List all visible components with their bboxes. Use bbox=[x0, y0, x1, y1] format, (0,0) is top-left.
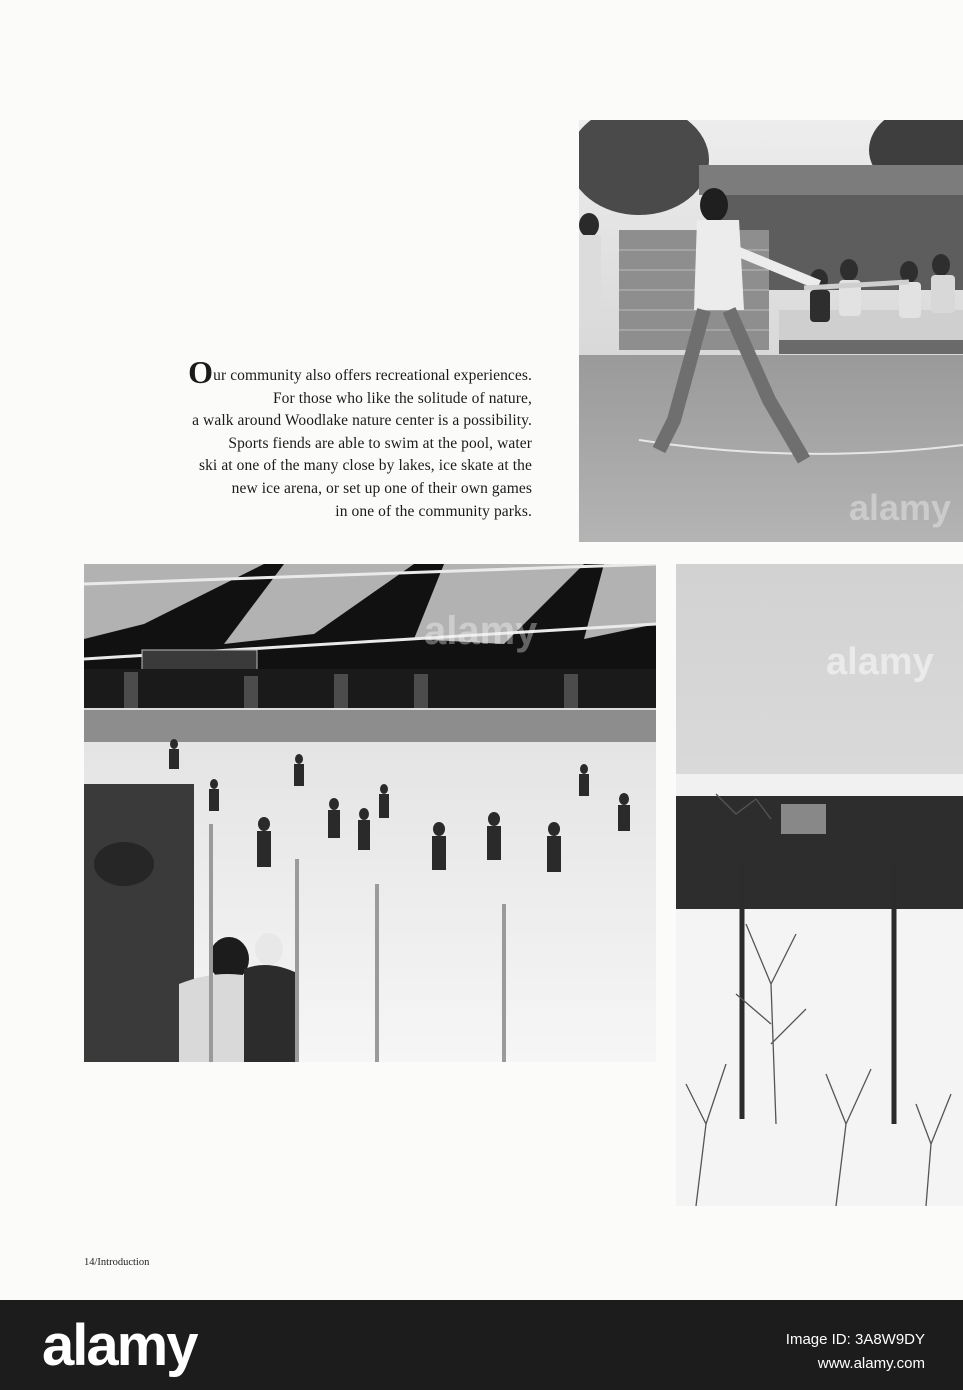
drop-cap: O bbox=[188, 354, 214, 390]
baseball-watermark: alamy bbox=[849, 487, 952, 528]
alamy-logo: alamy bbox=[42, 1313, 197, 1378]
footer-info bbox=[786, 1328, 925, 1376]
snow-watermark: alamy bbox=[826, 641, 934, 683]
site-url: www.alamy.com bbox=[817, 1355, 925, 1372]
ice-rink-photo bbox=[84, 564, 656, 1062]
image-id: Image ID: 3A8W9DY bbox=[785, 1331, 925, 1348]
intro-line-2: For those who like the solitude of nature, bbox=[272, 389, 532, 407]
snow-photo bbox=[676, 564, 963, 1206]
intro-line-6: new ice arena, or set up one of their own games bbox=[231, 479, 532, 497]
baseball-photo bbox=[579, 120, 963, 542]
intro-line-5: ski at one of the many close by lakes, ice skate at the bbox=[198, 457, 532, 475]
rink-watermark: alamy bbox=[424, 609, 538, 653]
intro-line-7: in one of the community parks. bbox=[335, 502, 532, 520]
intro-line-1: Our community also offers recreational experiences. bbox=[188, 354, 532, 390]
stock-footer bbox=[0, 1300, 963, 1390]
intro-line-4: Sports fiends are able to swim at the pool, water bbox=[228, 434, 532, 452]
intro-paragraph bbox=[20, 354, 532, 523]
page-folio: 14/Introduction bbox=[84, 1257, 150, 1268]
intro-line-3: a walk around Woodlake nature center is a possibility. bbox=[192, 412, 532, 430]
